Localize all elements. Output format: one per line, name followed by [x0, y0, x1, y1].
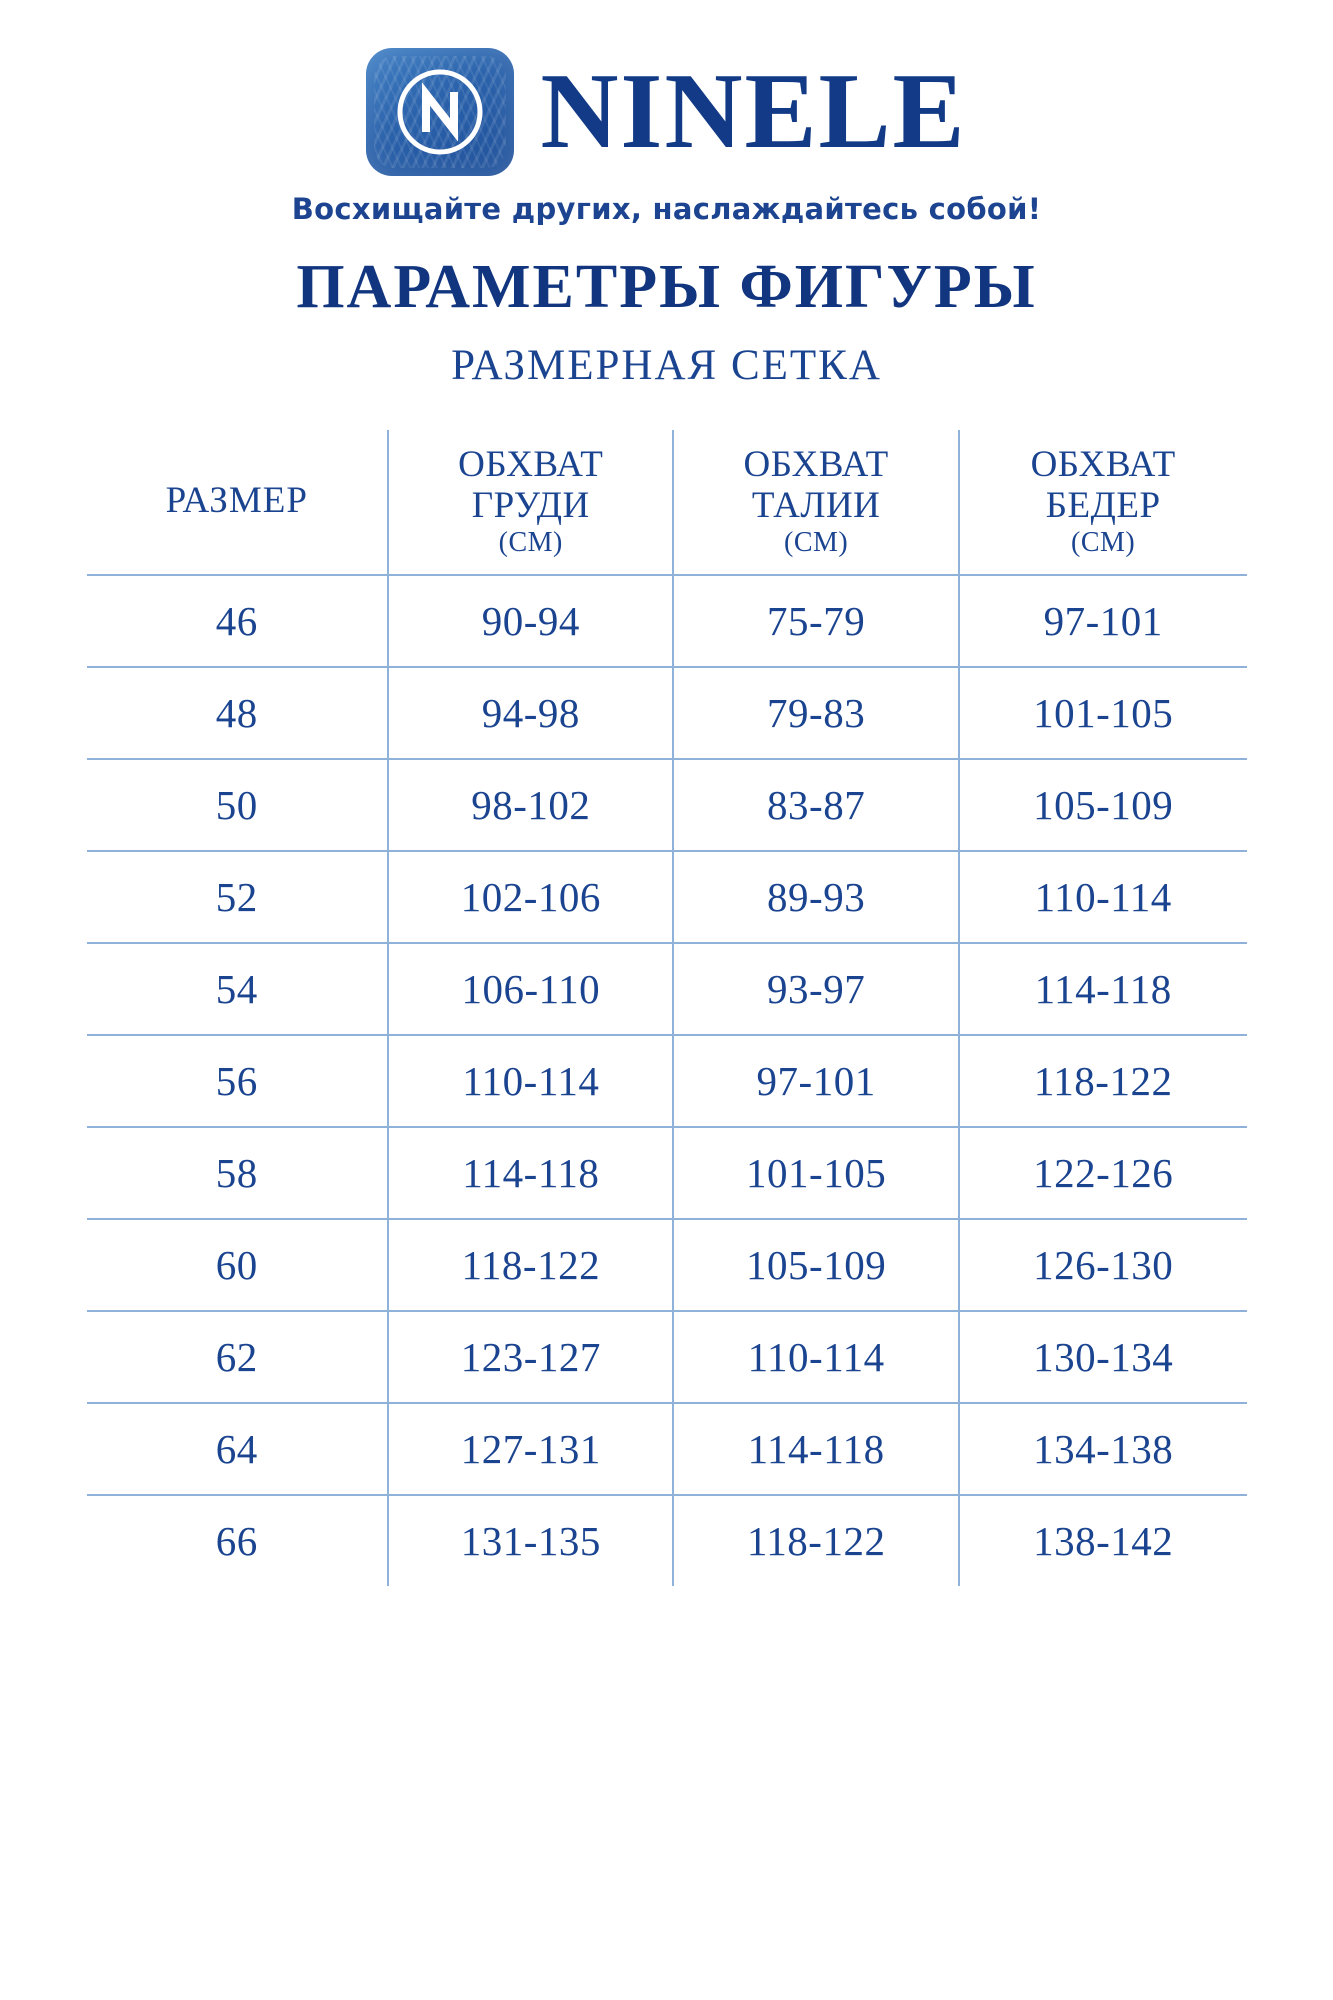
- table-row: [87, 1127, 1247, 1219]
- column-header-bust-unit: (СМ): [498, 526, 563, 558]
- cell-size: 58: [87, 1127, 389, 1219]
- cell-bust: 110-114: [388, 1035, 673, 1127]
- cell-bust: 94-98: [388, 667, 673, 759]
- cell-size: 56: [87, 1035, 389, 1127]
- page-title: ПАРАМЕТРЫ ФИГУРЫ: [296, 253, 1037, 321]
- cell-hips: 110-114: [959, 851, 1247, 943]
- cell-waist: 118-122: [673, 1495, 958, 1586]
- cell-size: 60: [87, 1219, 389, 1311]
- table-row: [87, 575, 1247, 667]
- column-header-waist-line1: ОБХВАТ: [743, 444, 889, 485]
- cell-bust: 114-118: [388, 1127, 673, 1219]
- cell-size: 62: [87, 1311, 389, 1403]
- cell-waist: 93-97: [673, 943, 958, 1035]
- cell-hips: 101-105: [959, 667, 1247, 759]
- cell-size: 54: [87, 943, 389, 1035]
- cell-size: 46: [87, 575, 389, 667]
- column-header-waist-line2: ТАЛИИ: [751, 485, 881, 527]
- table-row: [87, 1495, 1247, 1586]
- cell-bust: 98-102: [388, 759, 673, 851]
- table-row: [87, 1219, 1247, 1311]
- page-subtitle: РАЗМЕРНАЯ СЕТКА: [451, 342, 882, 389]
- table-row: [87, 943, 1247, 1035]
- column-header-size-label: РАЗМЕР: [165, 480, 308, 522]
- column-header-hips-line1: ОБХВАТ: [1030, 444, 1176, 485]
- cell-hips: 130-134: [959, 1311, 1247, 1403]
- column-header-bust: [388, 430, 673, 575]
- table-row: [87, 1403, 1247, 1495]
- cell-bust: 90-94: [388, 575, 673, 667]
- brand-logo: [366, 48, 966, 176]
- cell-waist: 114-118: [673, 1403, 958, 1495]
- cell-bust: 127-131: [388, 1403, 673, 1495]
- column-header-hips-unit: (СМ): [1071, 526, 1136, 558]
- cell-hips: 134-138: [959, 1403, 1247, 1495]
- cell-waist: 97-101: [673, 1035, 958, 1127]
- table-row: [87, 667, 1247, 759]
- column-header-waist: [673, 430, 958, 575]
- table-header-row: [87, 430, 1247, 575]
- column-header-bust-line1: ОБХВАТ: [458, 444, 604, 485]
- cell-size: 50: [87, 759, 389, 851]
- cell-bust: 123-127: [388, 1311, 673, 1403]
- cell-waist: 75-79: [673, 575, 958, 667]
- cell-size: 64: [87, 1403, 389, 1495]
- cell-waist: 89-93: [673, 851, 958, 943]
- table-row: [87, 1311, 1247, 1403]
- cell-hips: 105-109: [959, 759, 1247, 851]
- cell-bust: 106-110: [388, 943, 673, 1035]
- cell-waist: 101-105: [673, 1127, 958, 1219]
- cell-size: 66: [87, 1495, 389, 1586]
- brand-name: NINELE: [540, 52, 967, 171]
- column-header-hips-line2: БЕДЕР: [1045, 485, 1161, 527]
- cell-size: 48: [87, 667, 389, 759]
- column-header-bust-line2: ГРУДИ: [471, 485, 590, 527]
- cell-hips: 122-126: [959, 1127, 1247, 1219]
- cell-waist: 79-83: [673, 667, 958, 759]
- cell-hips: 138-142: [1033, 1518, 1174, 1565]
- cell-hips: 118-122: [959, 1035, 1247, 1127]
- cell-hips: 97-101: [959, 575, 1247, 667]
- column-header-hips: [959, 430, 1247, 575]
- column-header-waist-unit: (СМ): [784, 526, 849, 558]
- cell-waist: 105-109: [673, 1219, 958, 1311]
- table-row: [87, 851, 1247, 943]
- cell-waist: 110-114: [673, 1311, 958, 1403]
- cell-bust: 131-135: [388, 1495, 673, 1586]
- cell-hips: 114-118: [959, 943, 1247, 1035]
- cell-hips: 126-130: [959, 1219, 1247, 1311]
- cell-bust: 118-122: [388, 1219, 673, 1311]
- cell-waist: 83-87: [673, 759, 958, 851]
- cell-size: 52: [87, 851, 389, 943]
- size-chart-table: [87, 430, 1247, 1586]
- ninele-monogram-icon: [366, 48, 514, 176]
- table-row: [87, 759, 1247, 851]
- brand-tagline: Восхищайте других, наслаждайтесь собой!: [291, 192, 1042, 226]
- table-row: [87, 1035, 1247, 1127]
- column-header-size: [87, 430, 389, 575]
- cell-bust: 102-106: [388, 851, 673, 943]
